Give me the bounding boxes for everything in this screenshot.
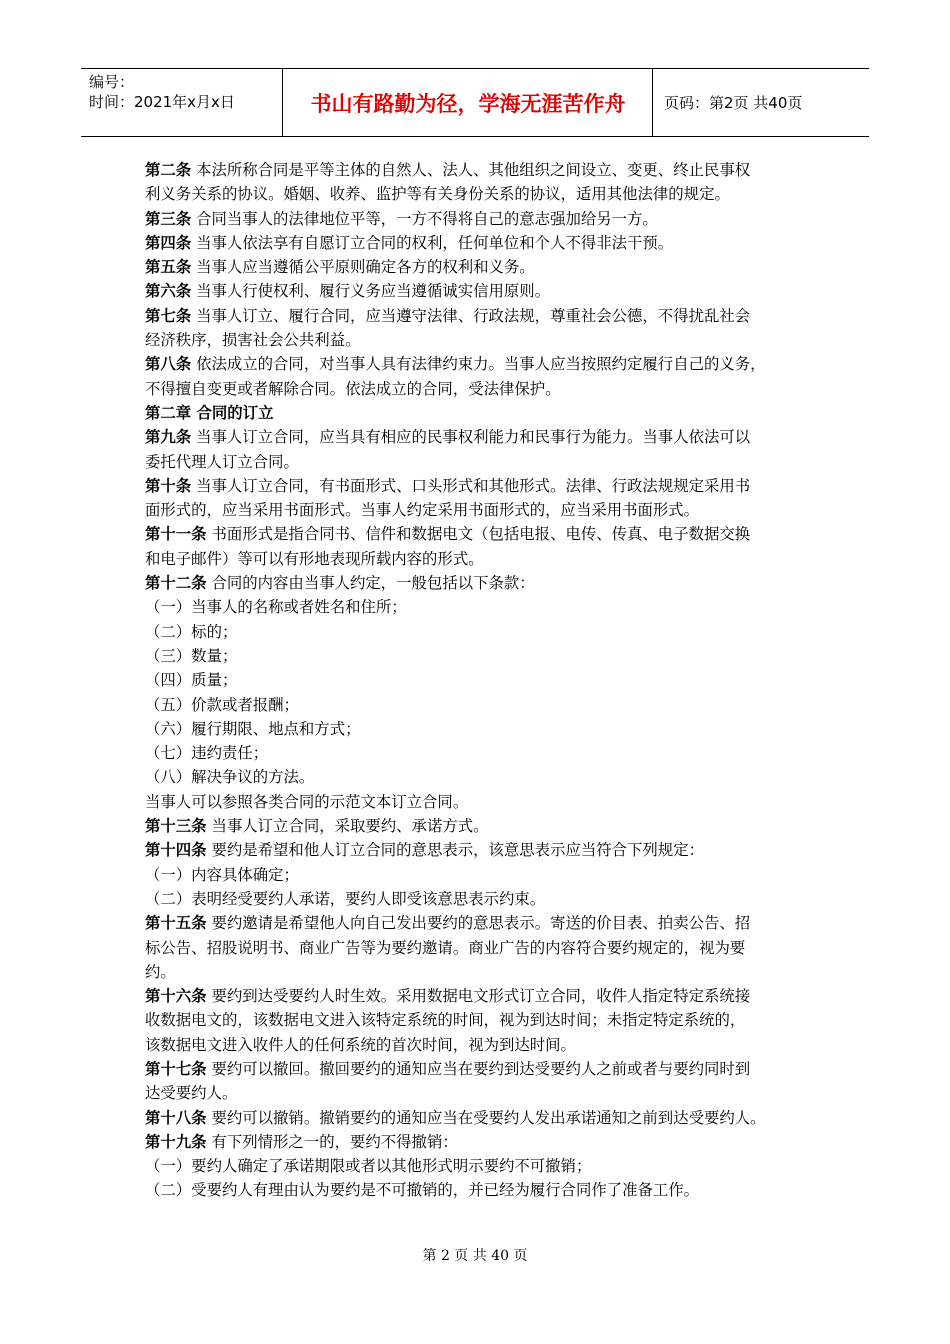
article-text: （三）数量； <box>145 646 238 665</box>
text-line <box>145 1178 825 1202</box>
article-heading: 第十七条 <box>145 1059 207 1078</box>
text-line <box>145 498 825 522</box>
document-date: 时间：2021年x月x日 <box>89 93 235 111</box>
article-heading: 第十八条 <box>145 1108 207 1127</box>
article-text: 和电子邮件）等可以有形地表现所载内容的形式。 <box>145 549 484 568</box>
article-text: 当事人应当遵循公平原则确定各方的权利和义务。 <box>191 258 535 277</box>
article-heading: 第十六条 <box>145 987 207 1006</box>
text-line <box>145 450 825 474</box>
header-motto: 书山有路勤为径，学海无涯苦作舟 <box>284 69 653 136</box>
text-line <box>145 182 825 206</box>
text-line <box>145 1033 825 1057</box>
article-text: 当事人行使权利、履行义务应当遵循诚实信用原则。 <box>191 282 551 301</box>
text-line <box>145 1130 825 1154</box>
article-text: 有下列情形之一的，要约不得撤销： <box>206 1132 458 1151</box>
text-line <box>145 158 825 182</box>
article-text: 当事人订立、履行合同，应当遵守法律、行政法规，尊重社会公德，不得扰乱社会 <box>191 306 751 325</box>
article-text: 依法成立的合同，对当事人具有法律约束力。当事人应当按照约定履行自己的义务， <box>191 355 766 374</box>
article-text: （一）要约人确定了承诺期限或者以其他形式明示要约不可撤销； <box>145 1157 592 1176</box>
article-heading: 第八条 <box>145 355 192 374</box>
text-line <box>145 838 825 862</box>
text-line <box>145 401 825 425</box>
article-heading: 第三条 <box>145 209 192 228</box>
text-line <box>145 571 825 595</box>
article-heading: 第九条 <box>145 428 192 447</box>
article-text: 书面形式是指合同书、信件和数据电文（包括电报、电传、传真、电子数据交换 <box>206 525 751 544</box>
article-text: 标公告、招股说明书、商业广告等为要约邀请。商业广告的内容符合要约规定的，视为要 <box>145 938 746 957</box>
article-text: 当事人订立合同，有书面形式、口头形式和其他形式。法律、行政法规规定采用书 <box>191 476 751 495</box>
text-line <box>145 328 825 352</box>
article-text: （四）质量； <box>145 671 238 690</box>
text-line <box>145 693 825 717</box>
text-line <box>145 1008 825 1032</box>
article-text: 当事人订立合同，采取要约、承诺方式。 <box>206 817 489 836</box>
article-text: （八）解决争议的方法。 <box>145 768 315 787</box>
article-heading: 第十三条 <box>145 817 207 836</box>
article-text: 当事人依法享有自愿订立合同的权利，任何单位和个人不得非法干预。 <box>191 233 674 252</box>
text-line <box>145 620 825 644</box>
text-line <box>145 522 825 546</box>
article-text: 面形式的，应当采用书面形式。当事人约定采用书面形式的，应当采用书面形式。 <box>145 501 700 520</box>
article-text: 要约是希望和他人订立合同的意思表示，该意思表示应当符合下列规定： <box>206 841 704 860</box>
page-header <box>81 68 869 137</box>
header-info-cell <box>81 69 283 136</box>
text-line <box>145 279 825 303</box>
article-heading: 第十条 <box>145 476 192 495</box>
article-text: （二）表明经受要约人承诺，要约人即受该意思表示约束。 <box>145 889 546 908</box>
text-line <box>145 790 825 814</box>
text-line <box>145 911 825 935</box>
text-line <box>145 765 825 789</box>
document-body <box>145 158 825 1203</box>
article-text: 要约可以撤销。撤销要约的通知应当在受要约人发出承诺通知之前到达受要约人。 <box>206 1108 766 1127</box>
article-heading: 第十九条 <box>145 1132 207 1151</box>
article-text: （七）违约责任； <box>145 744 269 763</box>
article-text: 该数据电文进入收件人的任何系统的首次时间，视为到达时间。 <box>145 1035 576 1054</box>
text-line <box>145 474 825 498</box>
article-text: 利义务关系的协议。婚姻、收养、监护等有关身份关系的协议，适用其他法律的规定。 <box>145 185 730 204</box>
text-line <box>145 352 825 376</box>
text-line <box>145 644 825 668</box>
text-line <box>145 668 825 692</box>
page-footer: 第 2 页 共 40 页 <box>422 1248 528 1264</box>
text-line <box>145 887 825 911</box>
article-text: （六）履行期限、地点和方式； <box>145 719 361 738</box>
article-heading: 第十一条 <box>145 525 207 544</box>
article-text: 合同的内容由当事人约定，一般包括以下条款： <box>206 574 535 593</box>
article-heading: 第十五条 <box>145 914 207 933</box>
article-text: 本法所称合同是平等主体的自然人、法人、其他组织之间设立、变更、终止民事权 <box>191 161 751 179</box>
article-text: 合同当事人的法律地位平等，一方不得将自己的意志强加给另一方。 <box>191 209 658 228</box>
article-heading: 第四条 <box>145 233 192 252</box>
text-line <box>145 1106 825 1130</box>
article-text: 要约邀请是希望他人向自己发出要约的意思表示。寄送的价目表、拍卖公告、招 <box>206 914 751 933</box>
article-text: （一）当事人的名称或者姓名和住所； <box>145 598 407 617</box>
article-heading: 第二章 合同的订立 <box>145 403 274 422</box>
article-heading: 第十二条 <box>145 574 207 593</box>
document-number-label: 编号： <box>89 73 135 91</box>
text-line <box>145 863 825 887</box>
article-heading: 第十四条 <box>145 841 207 860</box>
text-line <box>145 717 825 741</box>
article-text: 达受要约人。 <box>145 1084 238 1103</box>
text-line <box>145 425 825 449</box>
article-text: （一）内容具体确定； <box>145 865 299 884</box>
article-text: 委托代理人订立合同。 <box>145 452 299 471</box>
article-text: 约。 <box>145 962 176 981</box>
article-text: （五）价款或者报酬； <box>145 695 299 714</box>
article-text: 经济秩序，损害社会公共利益。 <box>145 331 361 350</box>
article-heading: 第六条 <box>145 282 192 301</box>
article-text: 要约到达受要约人时生效。采用数据电文形式订立合同，收件人指定特定系统接 <box>206 987 751 1006</box>
article-heading: 第二条 <box>145 161 192 179</box>
text-line <box>145 377 825 401</box>
article-text: 要约可以撤回。撤回要约的通知应当在要约到达受要约人之前或者与要约同时到 <box>206 1059 751 1078</box>
text-line <box>145 741 825 765</box>
text-line <box>145 255 825 279</box>
text-line <box>145 231 825 255</box>
text-line <box>145 207 825 231</box>
article-text: （二）受要约人有理由认为要约是不可撤销的，并已经为履行合同作了准备工作。 <box>145 1181 700 1200</box>
header-page-info: 页码：第2页 共40页 <box>664 94 803 112</box>
text-line <box>145 814 825 838</box>
text-line <box>145 304 825 328</box>
article-heading: 第七条 <box>145 306 192 325</box>
text-line <box>145 547 825 571</box>
text-line <box>145 1154 825 1178</box>
article-text: 不得擅自变更或者解除合同。依法成立的合同，受法律保护。 <box>145 379 561 398</box>
text-line <box>145 1081 825 1105</box>
article-text: 当事人可以参照各类合同的示范文本订立合同。 <box>145 792 469 811</box>
article-text: 当事人订立合同，应当具有相应的民事权利能力和民事行为能力。当事人依法可以 <box>191 428 751 447</box>
article-heading: 第五条 <box>145 258 192 277</box>
text-line <box>145 984 825 1008</box>
article-text: 收数据电文的，该数据电文进入该特定系统的时间，视为到达时间；未指定特定系统的， <box>145 1011 746 1030</box>
text-line <box>145 1057 825 1081</box>
text-line <box>145 936 825 960</box>
article-text: （二）标的； <box>145 622 238 641</box>
text-line <box>145 960 825 984</box>
text-line <box>145 595 825 619</box>
